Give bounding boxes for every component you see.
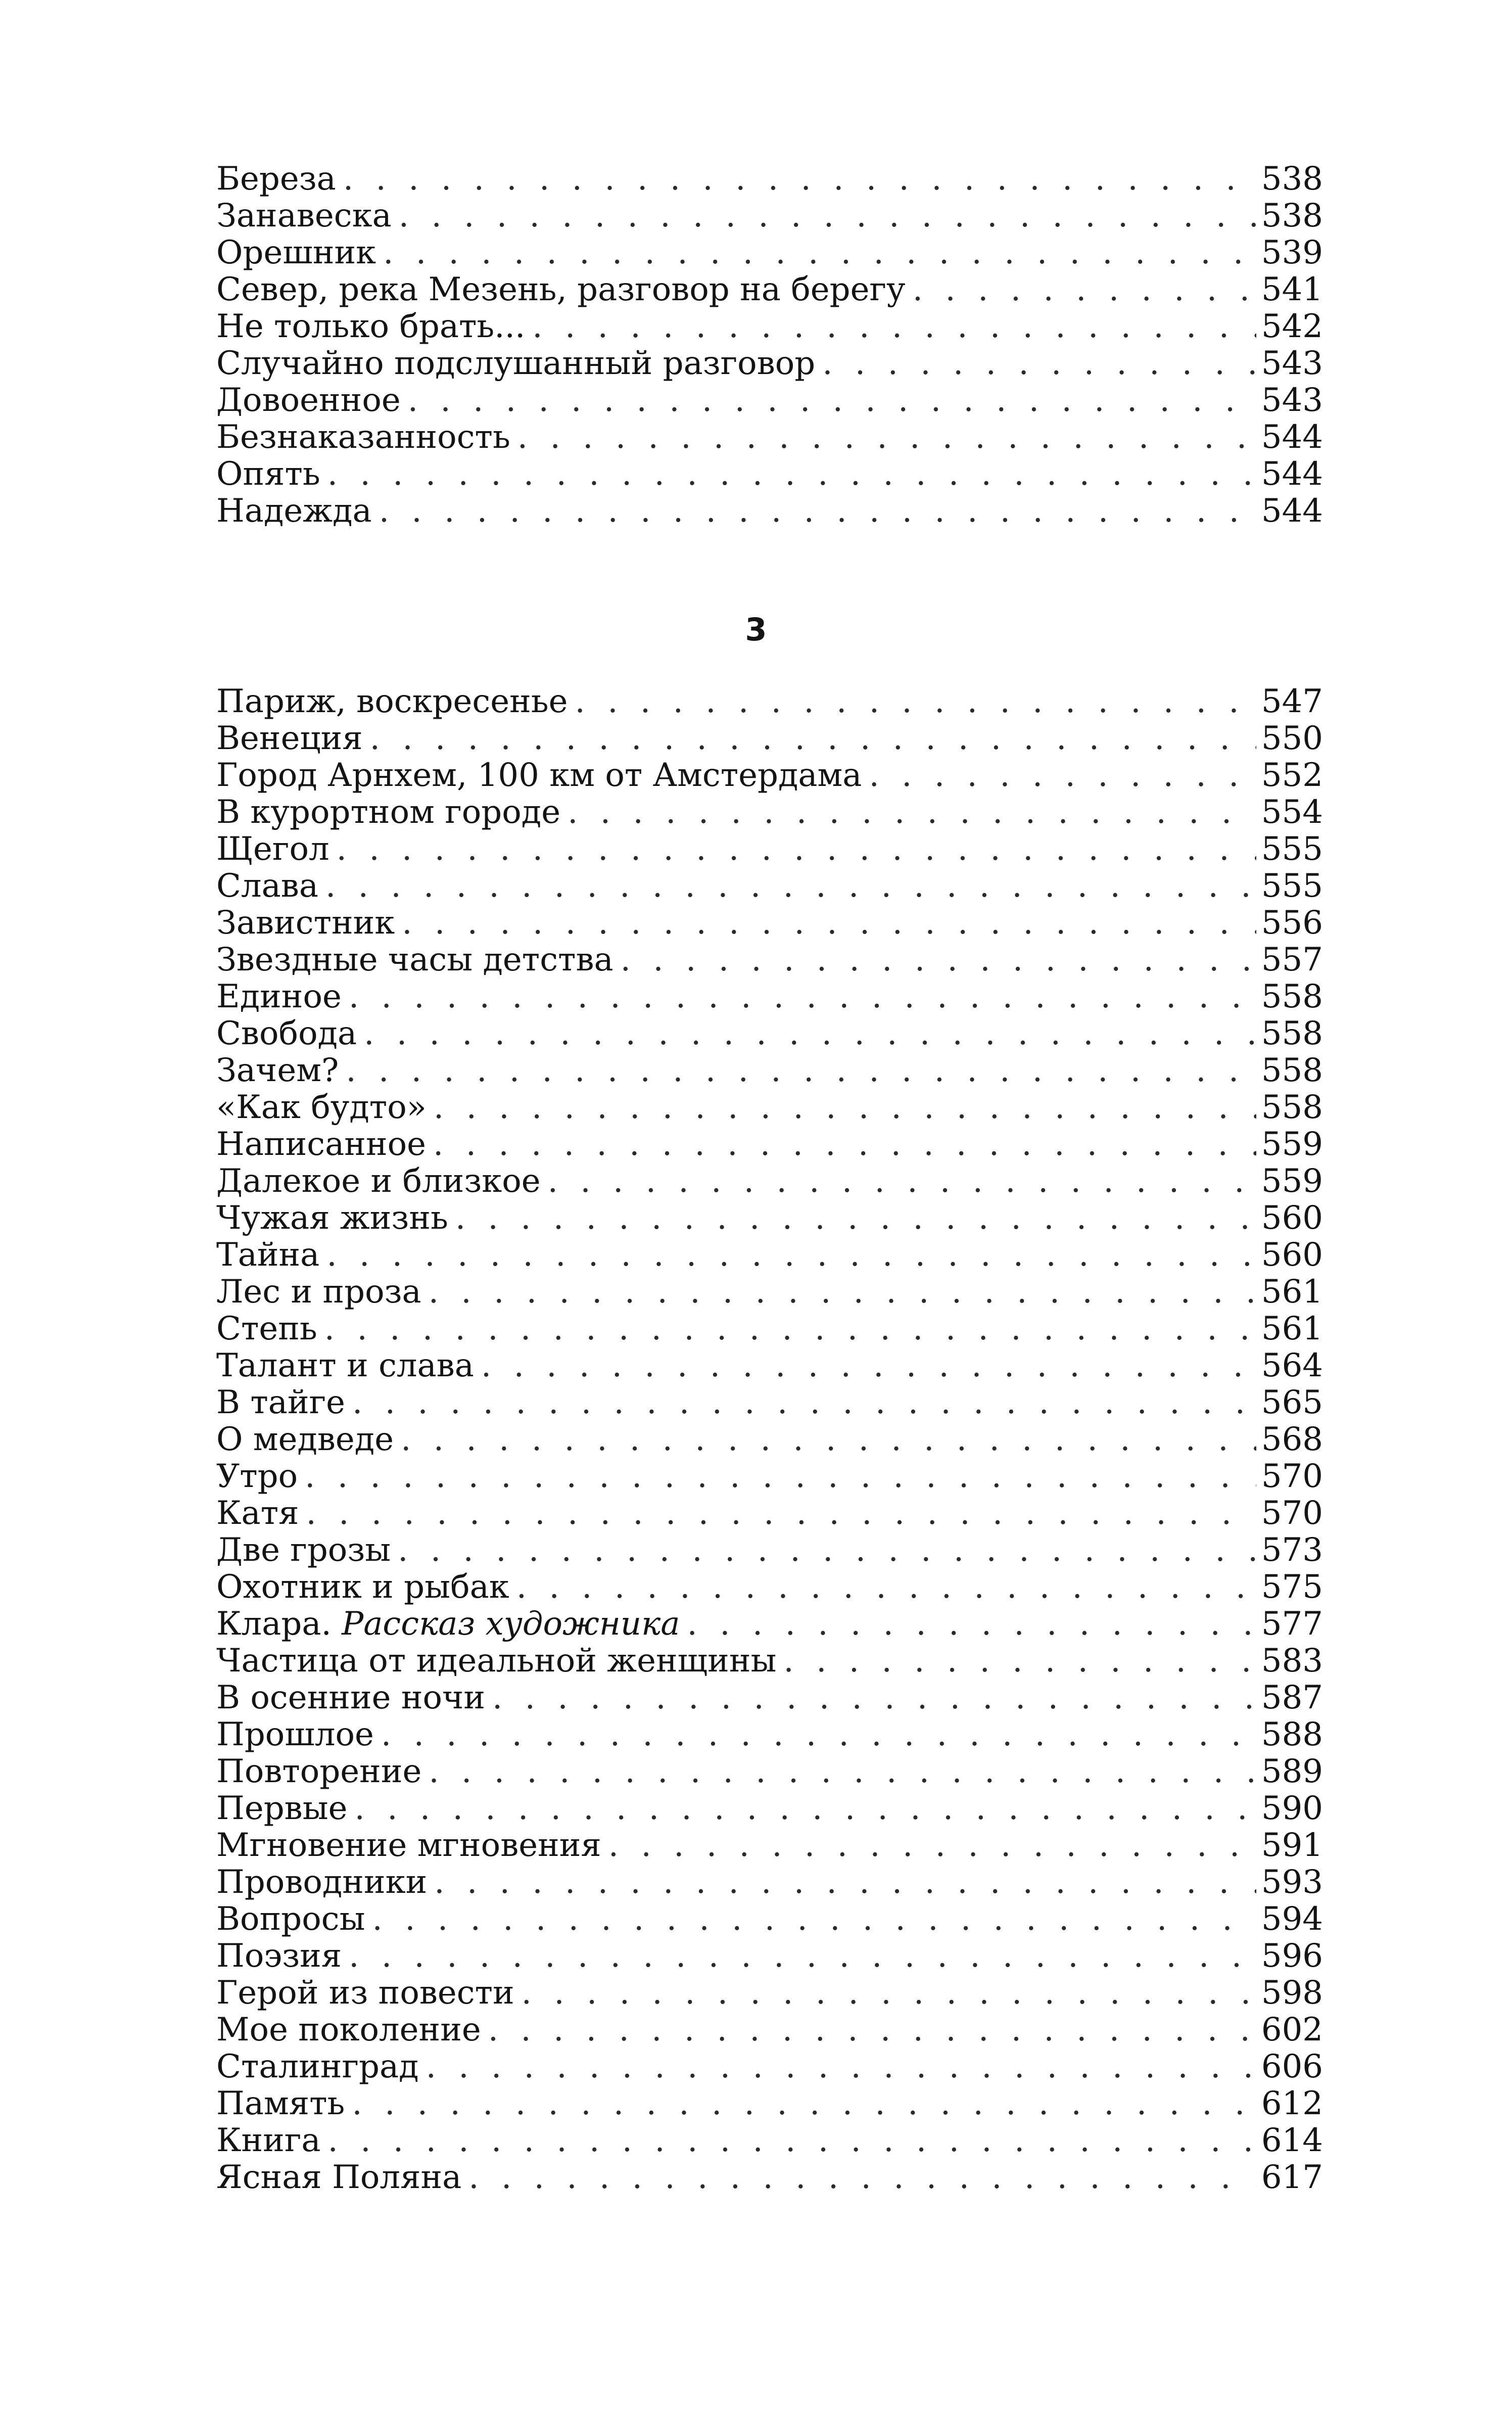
dot-leader: [621, 942, 1256, 979]
toc-entry-title-text: Проводники: [216, 1864, 428, 1901]
toc-entry-title-text: Талант и слава: [216, 1347, 474, 1384]
toc-entry-title-text: Книга: [216, 2122, 321, 2159]
toc-entry: [216, 2159, 1323, 2196]
toc-entry-title-text: Чужая жизнь: [216, 1199, 448, 1237]
toc-entry-page-number: 542: [1261, 308, 1323, 345]
toc-entry-page-number: 577: [1261, 1605, 1323, 1643]
toc-entry: [216, 720, 1323, 757]
toc-entry: [216, 1384, 1323, 1421]
toc-entry-page-number: 568: [1261, 1421, 1323, 1458]
dot-leader: [305, 1458, 1256, 1495]
dot-leader: [324, 1311, 1256, 1347]
toc-entry-title-text: Север, река Мезень, разговор на берегу: [216, 271, 906, 308]
toc-entry-title-text: В тайге: [216, 1384, 345, 1421]
toc-list-bottom: [216, 683, 1323, 2196]
toc-entry-page-number: 538: [1261, 197, 1323, 235]
toc-entry-page-number: 543: [1261, 382, 1323, 419]
toc-entry-page-number: 587: [1261, 1679, 1323, 1716]
toc-entry: [216, 271, 1323, 308]
toc-entry-title: [216, 1827, 608, 1864]
toc-entry-title-text: В курортном городе: [216, 794, 561, 831]
toc-entry-page-number: 557: [1261, 941, 1323, 979]
toc-entry-subtitle: Рассказ художника: [342, 1605, 680, 1643]
toc-entry: [216, 1089, 1323, 1126]
toc-entry-page-number: 560: [1261, 1199, 1323, 1237]
toc-entry-page-number: 559: [1261, 1162, 1323, 1200]
toc-entry: [216, 905, 1323, 942]
toc-entry-title-text: Венеция: [216, 720, 363, 757]
toc-entry-title: [216, 905, 402, 942]
toc-entry-title: [216, 1606, 687, 1643]
dot-leader: [379, 493, 1256, 530]
toc-entry-title: [216, 1200, 455, 1237]
dot-leader: [516, 1569, 1256, 1606]
dot-leader: [364, 1015, 1256, 1052]
toc-entry-title: [216, 1015, 364, 1052]
toc-entry-title-text: Ясная Поляна: [216, 2159, 462, 2196]
dot-leader: [522, 1975, 1256, 2012]
toc-entry-title-text: Орешник: [216, 234, 376, 271]
toc-entry-title: [216, 1384, 352, 1421]
toc-entry-page-number: 575: [1261, 1568, 1323, 1606]
dot-leader: [401, 1421, 1256, 1458]
toc-entry-title: [216, 1347, 481, 1384]
toc-entry: [216, 382, 1323, 419]
toc-entry-title-text: Береза: [216, 160, 336, 198]
toc-entry-title: [216, 1311, 324, 1347]
toc-entry-title: [216, 2012, 488, 2049]
toc-entry-title-text: Опять: [216, 455, 320, 493]
toc-entry-title: [216, 493, 379, 530]
toc-entry-title-text: Лес и проза: [216, 1273, 421, 1311]
toc-entry: [216, 1015, 1323, 1052]
toc-entry-title-text: Далекое и близкое: [216, 1162, 541, 1200]
dot-leader: [346, 1052, 1256, 1089]
dot-leader: [455, 1200, 1256, 1237]
toc-entry-page-number: 550: [1261, 720, 1323, 757]
toc-entry-title: [216, 235, 383, 271]
toc-entry-page-number: 565: [1261, 1384, 1323, 1421]
toc-entry-title-text: О медведе: [216, 1421, 394, 1458]
dot-leader: [429, 1753, 1256, 1790]
toc-entry: [216, 1495, 1323, 1532]
toc-entry-page-number: 561: [1261, 1310, 1323, 1347]
toc-entry-title-text: Довоенное: [216, 382, 401, 419]
toc-entry: [216, 1311, 1323, 1347]
dot-leader: [429, 1274, 1256, 1311]
toc-entry-title: [216, 794, 568, 831]
toc-entry-page-number: 552: [1261, 757, 1323, 794]
toc-entry: [216, 456, 1323, 493]
toc-entry-title: [216, 979, 349, 1015]
toc-entry: [216, 1716, 1323, 1753]
toc-entry-title: [216, 382, 408, 419]
toc-entry: [216, 198, 1323, 235]
toc-entry: [216, 1274, 1323, 1311]
toc-entry-title: [216, 198, 399, 235]
dot-leader: [568, 794, 1256, 831]
toc-entry-page-number: 544: [1261, 492, 1323, 530]
toc-entry-title-text: Частица от идеальной женщины: [216, 1642, 777, 1680]
dot-leader: [306, 1495, 1256, 1532]
toc-entry: [216, 2012, 1323, 2049]
toc-entry-page-number: 561: [1261, 1273, 1323, 1311]
dot-leader: [383, 235, 1256, 271]
toc-entry: [216, 2122, 1323, 2159]
toc-entry-page-number: 560: [1261, 1236, 1323, 1274]
toc-entry-title-text: Свобода: [216, 1015, 357, 1052]
toc-entry-title-text: Прошлое: [216, 1716, 374, 1753]
toc-entry-title-text: Слава: [216, 867, 318, 905]
toc-entry-page-number: 564: [1261, 1347, 1323, 1384]
dot-leader: [349, 979, 1256, 1015]
toc-entry: [216, 1052, 1323, 1089]
toc-entry: [216, 1753, 1323, 1790]
dot-leader: [434, 1864, 1256, 1901]
toc-entry: [216, 1163, 1323, 1200]
toc-entry-title: [216, 1532, 398, 1569]
toc-entry-title-text: Не только брать...: [216, 308, 526, 345]
toc-entry-page-number: 606: [1261, 2048, 1323, 2085]
toc-entry: [216, 1975, 1323, 2012]
toc-entry: [216, 979, 1323, 1015]
toc-entry-title-text: Две грозы: [216, 1531, 391, 1569]
toc-entry-title: [216, 2159, 468, 2196]
dot-leader: [434, 1089, 1256, 1126]
toc-entry-title: [216, 720, 370, 757]
toc-entry: [216, 1680, 1323, 1716]
dot-leader: [913, 271, 1256, 308]
toc-entry-title-text: Мгновение мгновения: [216, 1827, 601, 1864]
dot-leader: [426, 2049, 1256, 2085]
toc-entry-title-text: Единое: [216, 978, 342, 1015]
toc-entry-title-text: Герой из повести: [216, 1974, 514, 2012]
toc-entry-title: [216, 2085, 352, 2122]
toc-entry-title: [216, 1975, 522, 2012]
toc-entry-page-number: 547: [1261, 683, 1323, 720]
toc-entry: [216, 1569, 1323, 1606]
dot-leader: [532, 308, 1256, 345]
toc-entry-page-number: 554: [1261, 794, 1323, 831]
toc-entry-title-text: Мое поколение: [216, 2011, 481, 2049]
toc-entry-title: [216, 1274, 429, 1311]
dot-leader: [328, 2122, 1256, 2159]
toc-entry-page-number: 612: [1261, 2085, 1323, 2122]
toc-entry: [216, 345, 1323, 382]
toc-entry-title-text: «Как будто»: [216, 1089, 427, 1126]
dot-leader: [575, 683, 1256, 720]
dot-leader: [399, 198, 1256, 235]
toc-entry-page-number: 617: [1261, 2159, 1323, 2196]
toc-entry-title-text: Надежда: [216, 492, 372, 530]
toc-entry-page-number: 544: [1261, 455, 1323, 493]
toc-entry-title: [216, 1126, 433, 1163]
dot-leader: [349, 1938, 1256, 1975]
toc-entry-title-text: Степь: [216, 1310, 317, 1347]
dot-leader: [381, 1716, 1256, 1753]
toc-entry-title: [216, 1643, 783, 1680]
dot-leader: [343, 161, 1256, 198]
toc-entry-page-number: 538: [1261, 160, 1323, 198]
toc-entry-title: [216, 1495, 306, 1532]
toc-entry-title: [216, 1864, 434, 1901]
dot-leader: [408, 382, 1256, 419]
dot-leader: [822, 345, 1256, 382]
dot-leader: [326, 1237, 1256, 1274]
toc-entry-page-number: 556: [1261, 904, 1323, 942]
toc-entry: [216, 1643, 1323, 1680]
dot-leader: [492, 1680, 1256, 1716]
dot-leader: [337, 831, 1256, 868]
toc-entry-title-text: Сталинград: [216, 2048, 419, 2085]
toc-entry-title-text: Первые: [216, 1790, 348, 1827]
toc-entry-page-number: 539: [1261, 234, 1323, 271]
toc-entry: [216, 308, 1323, 345]
toc-entry: [216, 235, 1323, 271]
toc-entry-title: [216, 1716, 381, 1753]
dot-leader: [869, 757, 1256, 794]
toc-entry-title: [216, 1052, 346, 1089]
toc-entry-page-number: 593: [1261, 1864, 1323, 1901]
toc-entry: [216, 2085, 1323, 2122]
toc-entry: [216, 1864, 1323, 1901]
toc-entry-title-text: Завистник: [216, 904, 395, 942]
toc-entry-title-text: Город Арнхем, 100 км от Амстердама: [216, 757, 862, 794]
toc-entry-title: [216, 308, 532, 345]
dot-leader: [352, 1384, 1256, 1421]
toc-entry: [216, 757, 1323, 794]
toc-entry: [216, 1901, 1323, 1938]
toc-entry-title: [216, 271, 913, 308]
toc-entry: [216, 419, 1323, 456]
toc-entry: [216, 1606, 1323, 1643]
dot-leader: [325, 868, 1256, 905]
toc-entry: [216, 1532, 1323, 1569]
toc-entry-title-text: Париж, воскресенье: [216, 683, 568, 720]
toc-entry-title-text: Тайна: [216, 1236, 320, 1274]
toc-entry: [216, 683, 1323, 720]
toc-entry-title: [216, 161, 343, 198]
toc-entry-title-text: Повторение: [216, 1753, 422, 1790]
toc-entry-title: [216, 2049, 426, 2085]
dot-leader: [468, 2159, 1256, 2196]
toc-entry-title: [216, 345, 822, 382]
toc-entry-title: [216, 1458, 305, 1495]
toc-entry-title-text: Клара.: [216, 1605, 332, 1643]
toc-entry-page-number: 589: [1261, 1753, 1323, 1790]
toc-entry-title: [216, 1163, 548, 1200]
toc-entry-title: [216, 683, 575, 720]
toc-entry-page-number: 559: [1261, 1126, 1323, 1163]
dot-leader: [687, 1606, 1256, 1643]
dot-leader: [481, 1347, 1256, 1384]
toc-entry-title-text: Случайно подслушанный разговор: [216, 345, 816, 382]
toc-entry-page-number: 596: [1261, 1937, 1323, 1975]
toc-entry-title-text: Написанное: [216, 1126, 426, 1163]
toc-entry-title-text: Вопросы: [216, 1900, 365, 1938]
dot-leader: [433, 1126, 1256, 1163]
toc-entry-page-number: 598: [1261, 1974, 1323, 2012]
toc-entry-page-number: 614: [1261, 2122, 1323, 2159]
section-heading: 3: [745, 611, 767, 648]
toc-entry-page-number: 590: [1261, 1790, 1323, 1827]
toc-entry: [216, 868, 1323, 905]
toc-entry-page-number: 588: [1261, 1716, 1323, 1753]
toc-entry-title: [216, 1901, 372, 1938]
dot-leader: [488, 2012, 1256, 2049]
toc-entry-title-text: Звездные часы детства: [216, 941, 613, 979]
toc-entry-title-text: Занавеска: [216, 197, 392, 235]
toc-entry: [216, 1126, 1323, 1163]
toc-entry-page-number: 594: [1261, 1900, 1323, 1938]
toc-entry-title-text: Поэзия: [216, 1937, 342, 1975]
toc-entry-title: [216, 1569, 516, 1606]
toc-entry: [216, 831, 1323, 868]
toc-entry-page-number: 558: [1261, 978, 1323, 1015]
toc-entry: [216, 1347, 1323, 1384]
dot-leader: [370, 720, 1256, 757]
toc-entry: [216, 161, 1323, 198]
toc-entry-title: [216, 868, 325, 905]
toc-entry: [216, 1421, 1323, 1458]
toc-entry-title-text: В осенние ночи: [216, 1679, 485, 1716]
toc-list-top: [216, 161, 1323, 530]
toc-entry-title: [216, 1680, 492, 1716]
toc-entry-title: [216, 1790, 355, 1827]
toc-entry-title-text: Катя: [216, 1495, 299, 1532]
toc-entry-title-text: Память: [216, 2085, 345, 2122]
toc-entry: [216, 1938, 1323, 1975]
dot-leader: [352, 2085, 1256, 2122]
dot-leader: [355, 1790, 1256, 1827]
toc-entry-page-number: 558: [1261, 1052, 1323, 1089]
toc-entry-page-number: 544: [1261, 418, 1323, 456]
toc-entry-title-text: Щегол: [216, 830, 329, 868]
toc-entry-title-text: Безнаказанность: [216, 418, 510, 456]
toc-entry-title: [216, 419, 517, 456]
toc-entry-title-text: Утро: [216, 1458, 298, 1495]
toc-entry: [216, 794, 1323, 831]
toc-entry-title: [216, 1753, 429, 1790]
toc-entry-page-number: 543: [1261, 345, 1323, 382]
toc-entry-title: [216, 1089, 434, 1126]
toc-entry: [216, 1827, 1323, 1864]
toc-entry-page-number: 570: [1261, 1458, 1323, 1495]
toc-entry-page-number: 591: [1261, 1827, 1323, 1864]
toc-entry-page-number: 541: [1261, 271, 1323, 308]
toc-entry: [216, 2049, 1323, 2085]
toc-entry-page-number: 570: [1261, 1495, 1323, 1532]
dot-leader: [327, 456, 1256, 493]
toc-entry-page-number: 555: [1261, 830, 1323, 868]
toc-entry-page-number: 602: [1261, 2011, 1323, 2049]
toc-entry-page-number: 573: [1261, 1531, 1323, 1569]
toc-entry-title: [216, 456, 327, 493]
dot-leader: [372, 1901, 1256, 1938]
toc-entry-page-number: 583: [1261, 1642, 1323, 1680]
toc-entry-title: [216, 1938, 349, 1975]
toc-entry: [216, 1237, 1323, 1274]
toc-entry-title-text: Зачем?: [216, 1052, 339, 1089]
toc-entry-title-text: Охотник и рыбак: [216, 1568, 509, 1606]
toc-entry-title: [216, 757, 869, 794]
toc-entry: [216, 1200, 1323, 1237]
toc-entry-page-number: 555: [1261, 867, 1323, 905]
toc-entry-page-number: 558: [1261, 1015, 1323, 1052]
dot-leader: [548, 1163, 1256, 1200]
dot-leader: [398, 1532, 1256, 1569]
toc-entry: [216, 493, 1323, 530]
toc-entry-title: [216, 831, 337, 868]
toc-entry-page-number: 558: [1261, 1089, 1323, 1126]
toc-entry-title: [216, 1237, 326, 1274]
toc-entry: [216, 1458, 1323, 1495]
dot-leader: [517, 419, 1256, 456]
toc-entry-title: [216, 942, 621, 979]
dot-leader: [402, 905, 1256, 942]
dot-leader: [608, 1827, 1256, 1864]
toc-entry-title: [216, 2122, 328, 2159]
toc-entry: [216, 1790, 1323, 1827]
dot-leader: [783, 1643, 1256, 1680]
toc-entry-title: [216, 1421, 401, 1458]
toc-entry: [216, 942, 1323, 979]
